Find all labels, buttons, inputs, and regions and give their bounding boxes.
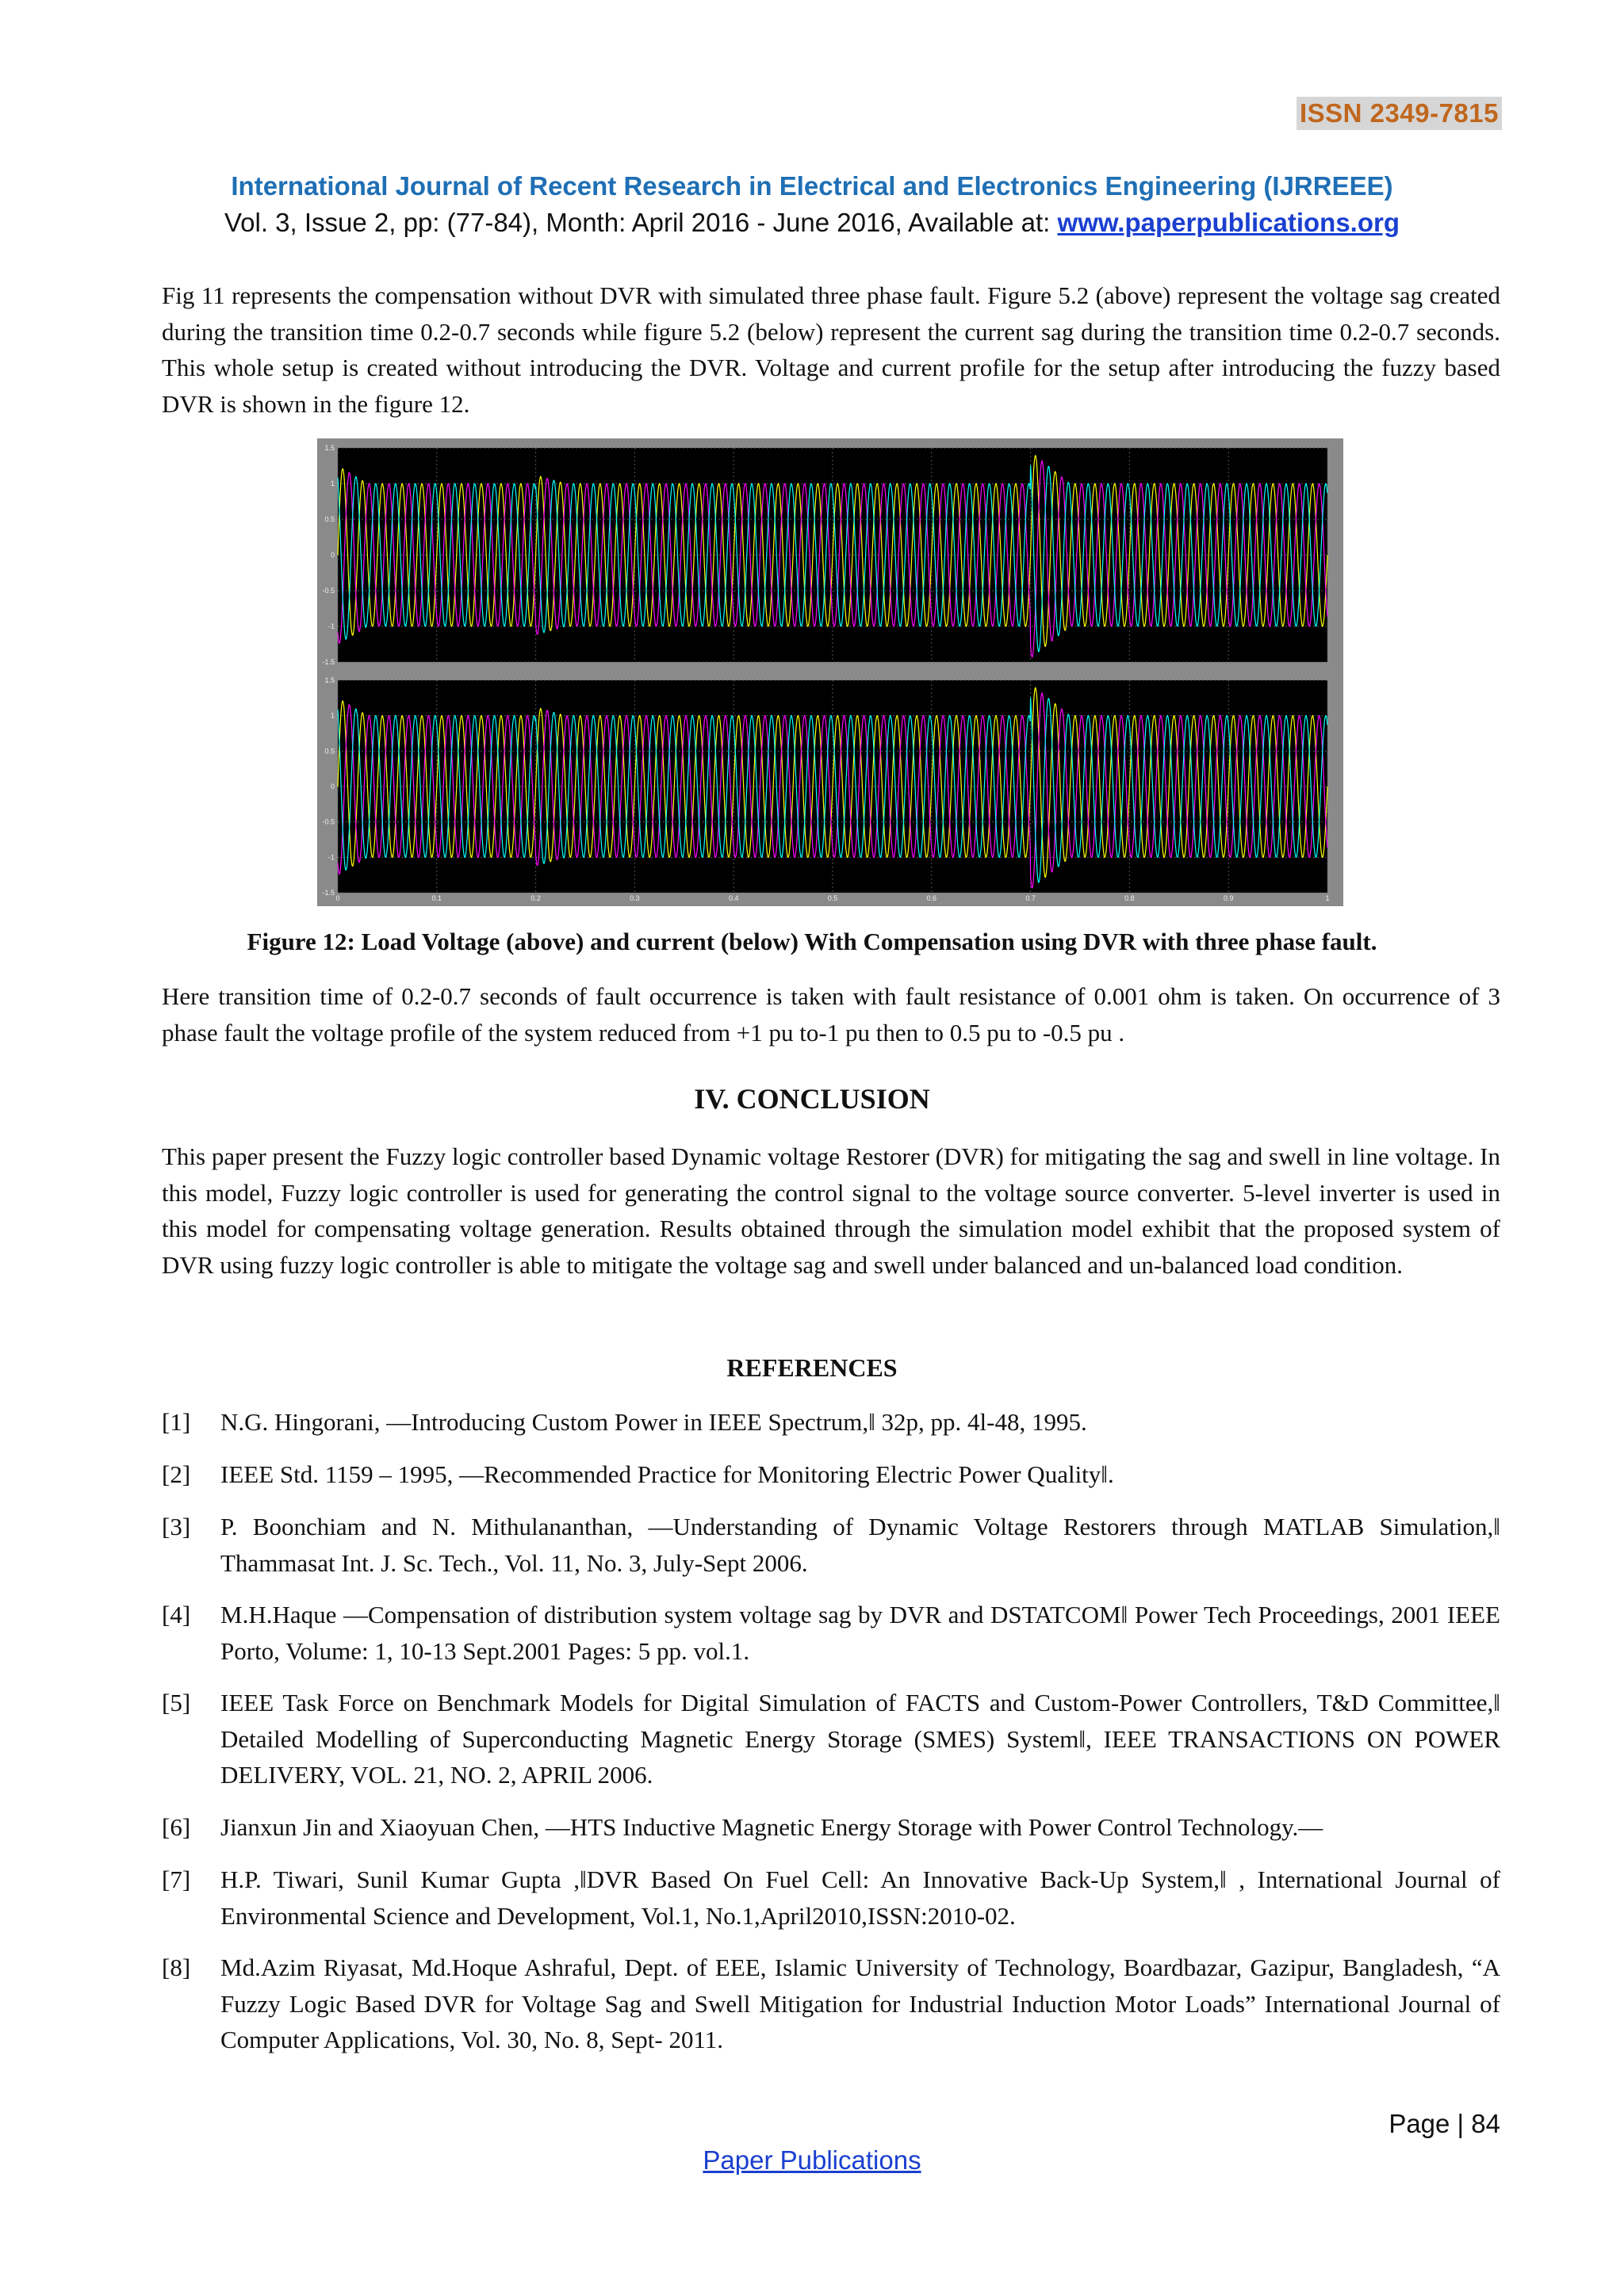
x-tick-label: 0.3 (630, 894, 640, 902)
publisher-link[interactable]: Paper Publications (703, 2145, 921, 2175)
y-tick-label: 0.5 (324, 747, 335, 756)
plot-panel-1 (322, 444, 1327, 666)
reference-text: P. Boonchiam and N. Mithulananthan, ―Understanding of Dynamic Voltage Restorers through MATLAB Simulation,‖ Thammasat Int. J. Sc. Tech., Vol. 11, No. 3, July-Sept 2006. (220, 1513, 1500, 1577)
reference-number: [1] (162, 1408, 191, 1436)
reference-number: [8] (162, 1954, 191, 1981)
x-tick-label: 0.9 (1223, 894, 1234, 902)
y-tick-label: -1 (327, 853, 335, 862)
reference-number: [4] (162, 1601, 191, 1628)
after-figure-paragraph: Here transition time of 0.2-0.7 seconds of fault occurrence is taken with fault resistance of 0.001 ohm is taken. On occurrence of 3 phase fault the voltage profile of the system reduced from +1 pu to-1 pu then to 0.5 pu to -0.5 pu . (162, 982, 1500, 1047)
reference-text: IEEE Std. 1159 – 1995, ―Recommended Practice for Monitoring Electric Power Quality‖. (220, 1460, 1114, 1488)
x-tick-label: 0.2 (530, 894, 541, 902)
reference-number: [7] (162, 1866, 191, 1893)
journal-title: International Journal of Recent Research in Electrical and Electronics Engineering (IJRREEE) (231, 171, 1393, 201)
journal-url-link[interactable]: www.paperpublications.org (1057, 208, 1400, 237)
x-tick-label: 0 (335, 894, 340, 902)
plot-panel-2 (322, 676, 1329, 902)
x-tick-label: 0.6 (926, 894, 937, 902)
reference-text: Jianxun Jin and Xiaoyuan Chen, ―HTS Inductive Magnetic Energy Storage with Power Control Technology.― (220, 1813, 1323, 1841)
x-tick-label: 1 (1325, 894, 1330, 902)
y-tick-label: 0 (330, 551, 335, 559)
reference-item (162, 1597, 1500, 1669)
page-number: Page | 84 (1388, 2109, 1500, 2138)
y-tick-label: -0.5 (322, 587, 335, 595)
x-tick-label: 0.4 (728, 894, 739, 902)
figure-caption: Figure 12: Load Voltage (above) and current (below) With Compensation using DVR with three phase fault. (247, 928, 1377, 955)
reference-text: H.P. Tiwari, Sunil Kumar Gupta ,‖DVR Based On Fuel Cell: An Innovative Back-Up System,‖ , International Journal of Environmental Science and Development, Vol.1, No.1,April2010,ISSN:2010-02. (220, 1866, 1500, 1930)
y-tick-label: 0.5 (324, 515, 335, 523)
reference-text: M.H.Haque ―Compensation of distribution system voltage sag by DVR and DSTATCOM‖ Power Tech Proceedings, 2001 IEEE Porto, Volume: 1, 10-13 Sept.2001 Pages: 5 pp. vol.1. (220, 1601, 1500, 1665)
reference-number: [6] (162, 1813, 191, 1841)
journal-info (0, 208, 1624, 238)
reference-item (162, 1509, 1500, 1581)
y-tick-label: 1 (330, 711, 335, 720)
y-tick-label: -1.5 (322, 889, 335, 897)
x-tick-label: 0.1 (431, 894, 442, 902)
x-tick-label: 0.5 (827, 894, 838, 902)
reference-text: IEEE Task Force on Benchmark Models for Digital Simulation of FACTS and Custom-Power Controllers, T&D Committee,‖ Detailed Modelling of Superconducting Magnetic Energy Storage (SMES) System‖, IEEE TRANSACTIONS ON POWER DELIVERY, VOL. 21, NO. 2, APRIL 2006. (220, 1689, 1500, 1789)
conclusion-paragraph: This paper present the Fuzzy logic controller based Dynamic voltage Restorer (DVR) for mitigating the sag and swell in line voltage. In this model, Fuzzy logic controller is used for generating the control signal to the voltage source converter. 5-level inverter is used in this model for compensating voltage generation. Results obtained through the simulation model exhibit that the proposed system of DVR using fuzzy logic controller is able to mitigate the voltage sag and swell under balanced and un-balanced load condition. (162, 1142, 1500, 1279)
reference-text: N.G. Hingorani, ―Introducing Custom Power in IEEE Spectrum,‖ 32p, pp. 4l-48, 1995. (220, 1408, 1087, 1436)
issn-badge: ISSN 2349-7815 (1297, 97, 1502, 130)
reference-item (162, 1404, 1500, 1441)
intro-paragraph: Fig 11 represents the compensation without DVR with simulated three phase fault. Figure 5.2 (above) represent the voltage sag created during the transition time 0.2-0.7 seconds while figure 5.2 (below) represent the current sag during the transition time 0.2-0.7 seconds. This whole setup is created without introducing the DVR. Voltage and current profile for the setup after introducing the fuzzy based DVR is shown in the figure 12. (162, 281, 1500, 418)
y-tick-label: 0 (330, 783, 335, 790)
reference-text: Md.Azim Riyasat, Md.Hoque Ashraful, Dept. of EEE, Islamic University of Technology, Boardbazar, Gazipur, Bangladesh, “A Fuzzy Logic Based DVR for Voltage Sag and Swell Mitigation for Industrial Induction Motor Loads” International Journal of Computer Applications, Vol. 30, No. 8, Sept- 2011. (220, 1954, 1500, 2053)
y-tick-label: -1.5 (322, 658, 335, 666)
journal-info-text: Vol. 3, Issue 2, pp: (77-84), Month: April 2016 - June 2016, Available at: (224, 208, 1058, 237)
reference-number: [2] (162, 1460, 191, 1488)
x-tick-label: 0.8 (1124, 894, 1135, 902)
reference-item (162, 1809, 1500, 1846)
reference-number: [5] (162, 1689, 191, 1716)
figure-12-plot (317, 438, 1343, 906)
y-tick-label: 1 (330, 480, 335, 488)
y-tick-label: 1.5 (324, 676, 335, 684)
conclusion-heading: IV. CONCLUSION (694, 1083, 930, 1115)
x-tick-label: 0.7 (1025, 894, 1036, 902)
y-tick-label: 1.5 (324, 444, 335, 452)
y-tick-label: -0.5 (322, 817, 335, 826)
reference-item (162, 1685, 1500, 1793)
reference-item (162, 1862, 1500, 1934)
reference-item (162, 1950, 1500, 2058)
y-tick-label: -1 (327, 622, 335, 630)
reference-item (162, 1456, 1500, 1493)
references-heading: REFERENCES (726, 1353, 898, 1382)
figure-12 (317, 438, 1343, 906)
reference-number: [3] (162, 1513, 191, 1540)
